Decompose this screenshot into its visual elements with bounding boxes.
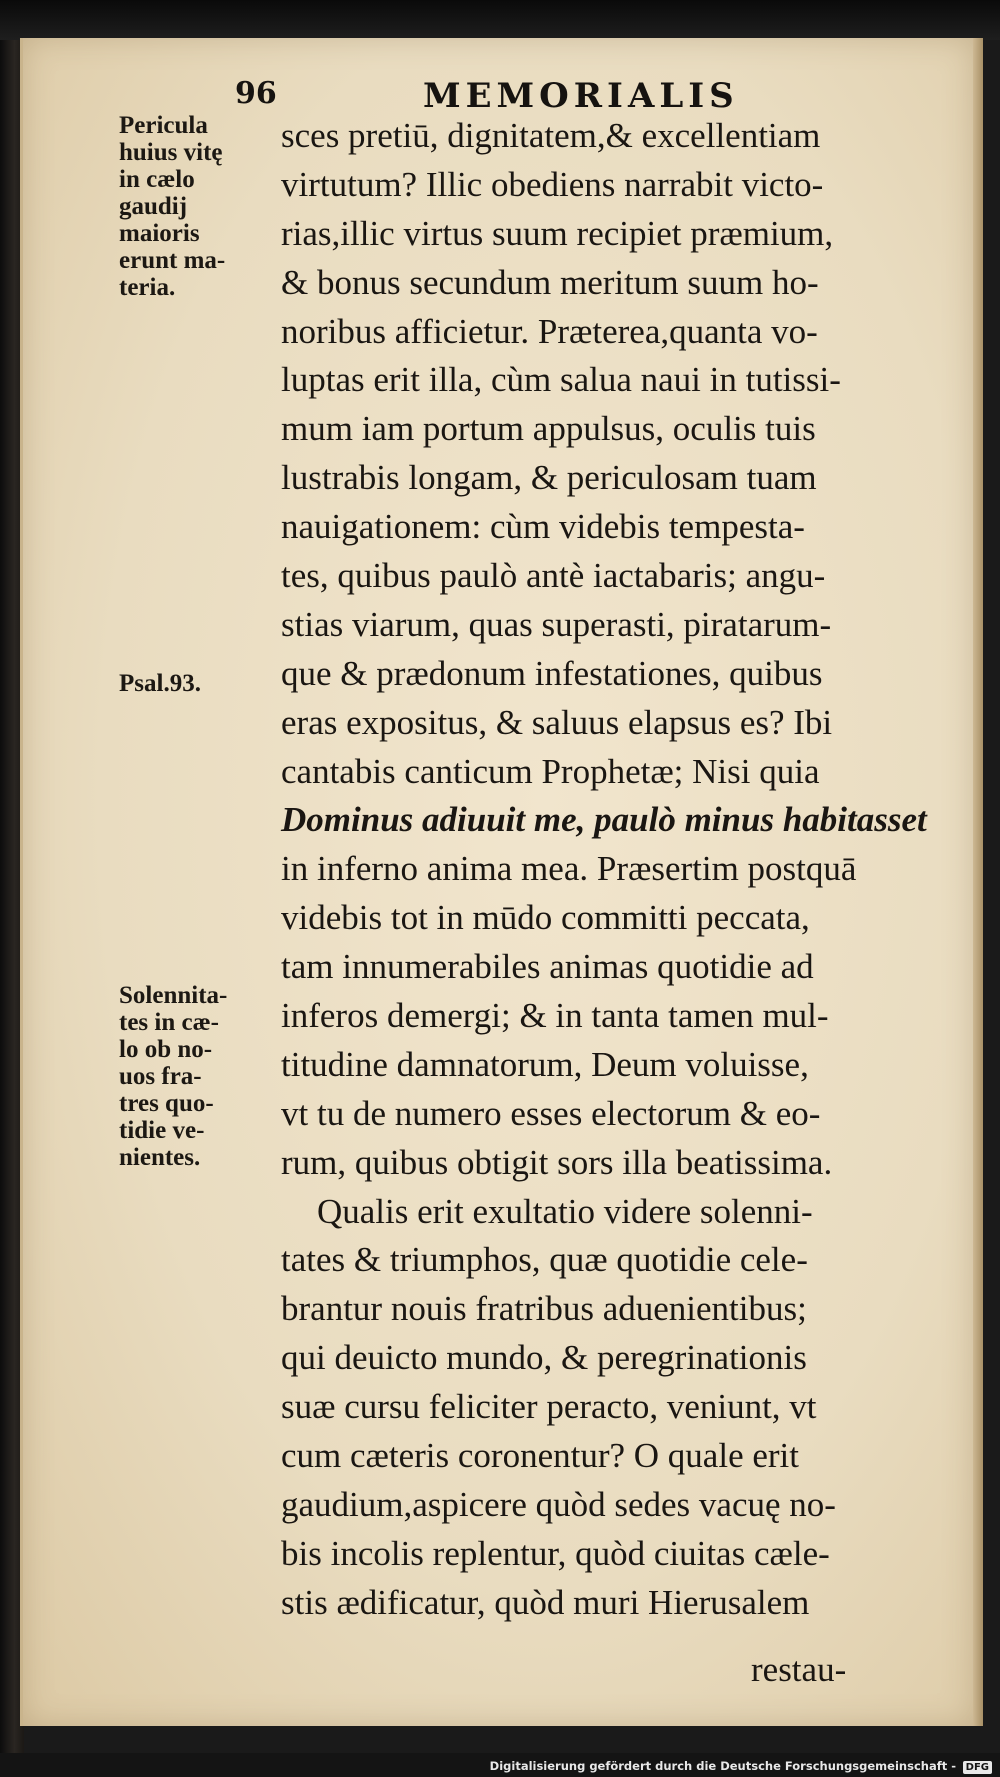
text-line: nauigationem: cùm videbis tempesta-: [281, 507, 805, 547]
text-line: mum iam portum appulsus, oculis tuis: [281, 409, 816, 449]
text-line: lustrabis longam, & periculosam tuam: [281, 458, 817, 498]
text-line: brantur nouis fratribus aduenientibus;: [281, 1289, 807, 1329]
text-line: cantabis canticum Prophetæ; Nisi quia: [281, 751, 820, 791]
dfg-logo: DFG: [963, 1761, 992, 1774]
running-head: MEMORIALIS: [423, 76, 739, 116]
margin-note-pericula: Pericula huius vitę in cælo gaudij maioris erunt ma- teria.: [119, 112, 226, 301]
text-line: in inferno anima mea. Præsertim postquā: [281, 849, 857, 889]
text-line: rum, quibus obtigit sors illa beatissima.: [281, 1142, 833, 1182]
text-line: gaudium,aspicere quòd sedes vacuę no-: [281, 1484, 836, 1524]
text-line: tam innumerabiles animas quotidie ad: [281, 947, 814, 987]
body-text: [281, 112, 981, 1628]
margin-note-psalm: Psal.93.: [119, 670, 201, 697]
digitization-footer: [0, 1753, 1000, 1777]
book-page: [20, 38, 973, 1726]
footer-credit: Digitalisierung gefördert durch die Deutsche Forschungsgemeinschaft -: [489, 1759, 956, 1773]
text-line-paragraph-start: Qualis erit exultatio videre solenni-: [317, 1191, 813, 1231]
text-line: vt tu de numero esses electorum & eo-: [281, 1093, 821, 1133]
text-line: cum cæteris coronentur? O quale erit: [281, 1436, 799, 1476]
text-line: sces pretiū, dignitatem,& excellentiam: [281, 116, 821, 155]
text-line: que & prædonum infestationes, quibus: [281, 653, 823, 693]
text-line: & bonus secundum meritum suum ho-: [281, 262, 819, 302]
text-line: noribus afficietur. Præterea,quanta vo-: [281, 311, 818, 351]
text-line: eras expositus, & saluus elapsus es? Ibi: [281, 702, 833, 742]
text-line: stias viarum, quas superasti, piratarum-: [281, 604, 832, 644]
scan-top-band: [0, 0, 1000, 40]
text-line: inferos demergi; & in tanta tamen mul-: [281, 996, 829, 1036]
text-line: tes, quibus paulò antè iactabaris; angu-: [281, 556, 826, 596]
text-line: qui deuicto mundo, & peregrinationis: [281, 1338, 807, 1378]
text-line: rias,illic virtus suum recipiet præmium,: [281, 213, 834, 253]
text-line: stis ædificatur, quòd muri Hierusalem: [281, 1582, 810, 1622]
margin-notes: [119, 38, 289, 1726]
text-line: virtutum? Illic obediens narrabit victo-: [281, 164, 824, 204]
text-line: suæ cursu feliciter peracto, veniunt, vt: [281, 1387, 817, 1427]
text-line: titudine damnatorum, Deum voluisse,: [281, 1044, 809, 1084]
text-line: bis incolis replentur, quòd ciuitas cæle-: [281, 1533, 830, 1573]
margin-note-solennitates: Solennita- tes in cæ- lo ob no- uos fra- tres quo- tidie ve- nientes.: [119, 982, 228, 1171]
text-line-quotation: Dominus adiuuit me, paulò minus habitasset: [281, 800, 927, 840]
text-line: luptas erit illa, cùm salua naui in tutissi-: [281, 360, 841, 400]
catchword: restau-: [751, 1650, 847, 1689]
page-number: 96: [235, 76, 277, 111]
text-line: videbis tot in mūdo committi peccata,: [281, 898, 810, 938]
text-line: tates & triumphos, quæ quotidie cele-: [281, 1240, 808, 1280]
